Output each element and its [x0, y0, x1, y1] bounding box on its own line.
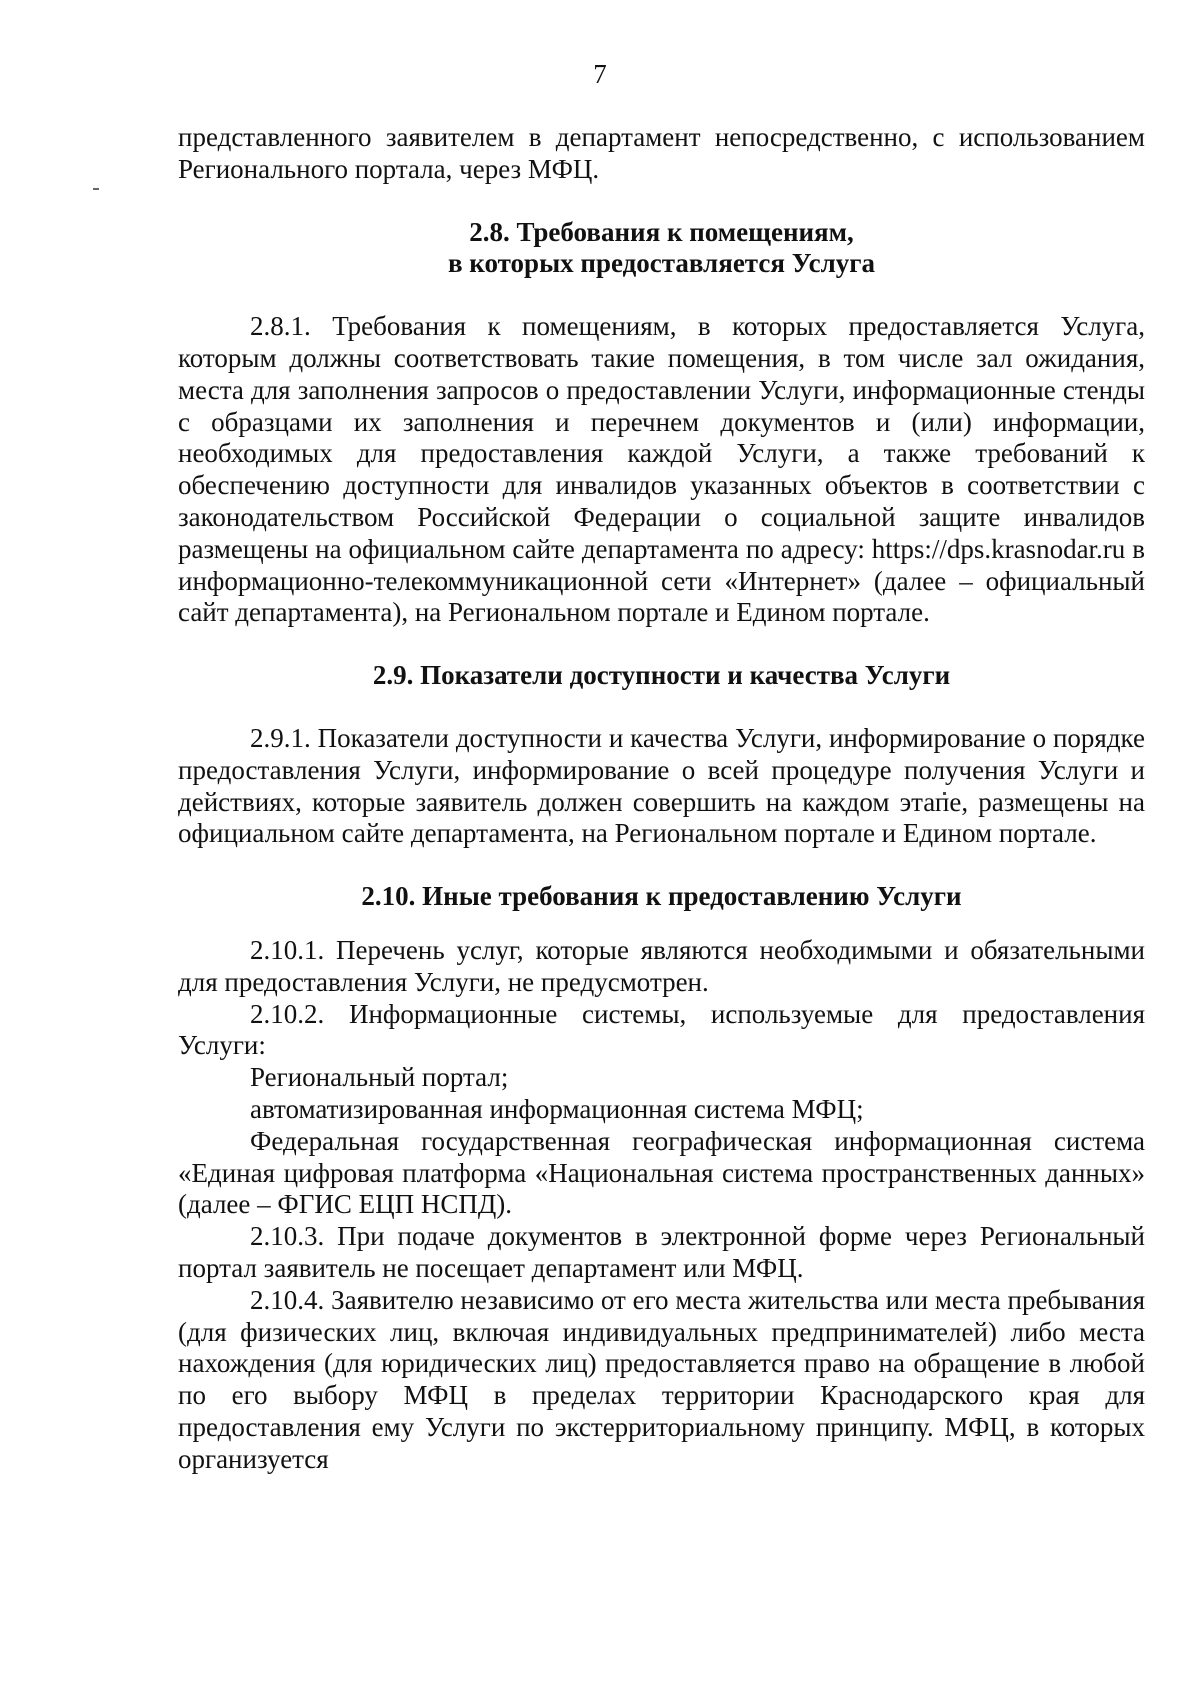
list-item-regional-portal: Региональный портал; — [250, 1062, 509, 1093]
list-item-fgis: Федеральная государственная географическая информационная система «Единая цифровая платформа «Национальная система пространственных данных» (далее – ФГИС ЕЦП НСПД). — [178, 1125, 1145, 1220]
paragraph-2-10-2: 2.10.2. Информационные системы, используемые для предоставления Услуги: — [178, 998, 1145, 1061]
section-2-9-heading: 2.9. Показатели доступности и качества Услуги — [372, 660, 951, 691]
document-body — [178, 122, 1145, 1475]
section-2-8-heading-line2: в которых предоставляется Услуга — [447, 248, 876, 279]
section-2-8-heading-line1: 2.8. Требования к помещениям, — [469, 216, 854, 247]
paragraph-2-10-3: 2.10.3. При подаче документов в электронной форме через Региональный портал заявитель не посещает департамент или МФЦ. — [178, 1221, 1145, 1283]
paragraph-2-9-1: 2.9.1. Показатели доступности и качества Услуги, информирование о порядке предоставления Услуги, информирование о всей процедуре получения Услуги и действиях, которые заявитель должен совершить на каждом этапе, размещены на официальном сайте департамента, на Региональном портале и Едином портале. — [178, 722, 1145, 849]
section-2-10-heading: 2.10. Иные требования к предоставлению Услуги — [361, 881, 962, 912]
section-2-8-heading — [178, 217, 1145, 281]
list-item-ais-mfc: автоматизированная информационная система МФЦ; — [250, 1093, 864, 1124]
page-number: 7 — [593, 59, 607, 89]
scan-mark — [93, 188, 99, 190]
paragraph-2-10-4: 2.10.4. Заявителю независимо от его места жительства или места пребывания (для физических лиц, включая индивидуальных предпринимателей) либо места нахождения (для юридических лиц) предоставляется право на обращение в любой по его выбору МФЦ в пределах территории Краснодарского края для предоставления ему Услуги по экстерриториальному принципу. МФЦ, в которых организуется — [178, 1284, 1145, 1474]
paragraph-2-8-1: 2.8.1. Требования к помещениям, в которых предоставляется Услуга, которым должны соответствовать такие помещения, в том числе зал ожидания, места для заполнения запросов о предоставлении Услуги, информационные стенды с образцами их заполнения и перечнем документов и (или) информации, необходимых для предоставления каждой Услуги, а также требований к обеспечению доступности для инвалидов указанных объектов в соответствии с законодательством Российской Федерации о социальной защите инвалидов размещены на официальном сайте департамента по адресу: https://dps.krasnodar.ru в информационно-телекоммуникационной сети «Интернет» (далее – официальный сайт департамента), на Региональном портале и Едином портале. — [178, 311, 1145, 628]
paragraph-2-10-1: 2.10.1. Перечень услуг, которые являются необходимыми и обязательными для предоставления Услуги, не предусмотрен. — [178, 934, 1145, 997]
intro-paragraph: представленного заявителем в департамент непосредственно, с использованием Регионального портала, через МФЦ. — [178, 122, 1145, 184]
